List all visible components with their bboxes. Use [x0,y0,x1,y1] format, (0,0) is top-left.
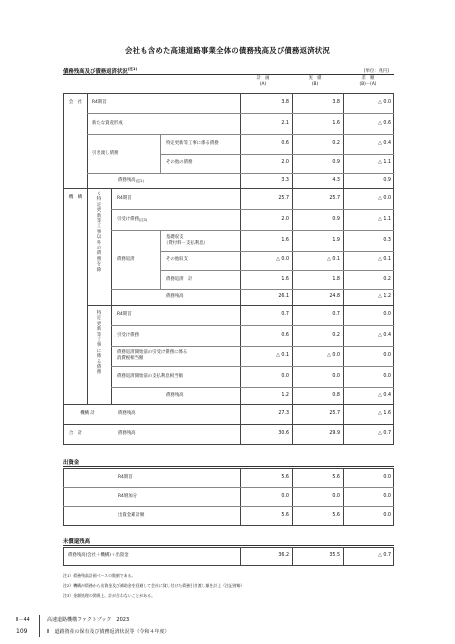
section-title-debt-text: 債務残高及び債務返済状況 [63,69,128,75]
row-label-text: 引受け債務 [117,217,139,222]
row-actual: 0.0 [332,374,340,379]
row-actual: 25.7 [329,411,340,416]
row-plan: △ 0.1 [276,353,289,358]
row-plan: 5.6 [281,475,289,480]
group-kiko: 機 構 [68,195,83,200]
row-diff: 0.0 [383,374,391,379]
row-label: 債務残高 [118,431,136,436]
row-label: R4期首 [117,312,132,317]
header-diff [342,76,394,87]
section-title-unredeemed: 未償還残高 [63,539,90,545]
group-kiko-total: 機構 計 [80,411,95,416]
row-label [117,217,147,223]
group-total: 合 計 [68,431,83,436]
row-diff: △ 0.7 [378,431,391,436]
row-diff: △ 0.0 [378,196,391,201]
row-diff: △ 0.4 [378,141,391,146]
row-diff: △ 1.1 [378,217,391,222]
row-actual: 0.2 [332,141,340,146]
row-diff: △ 0.4 [378,393,391,398]
row-diff: 0.0 [383,353,391,358]
row-diff: △ 1.6 [378,411,391,416]
row-plan: 0.7 [281,312,289,317]
row-actual: 0.8 [332,393,340,398]
kiko-subgroup-2-label: 特定更新等工事に係る債務 [96,311,102,376]
row-actual: 24.8 [329,294,340,299]
row-sublabel: 特定更新等工事に係る債務 [166,141,219,146]
row-label: 債務返済開始前の支払利息相当額 [117,374,183,379]
row-actual: 0.2 [332,333,340,338]
row-diff: △ 0.1 [378,257,391,262]
row-label: R4期首 [92,100,107,105]
row-actual: 0.9 [332,160,340,165]
row-label: 債務残高(会社＋機構)＋出資金 [68,553,129,558]
row-label: 出資金累計額 [118,513,145,518]
row-label: 債務返済 [117,257,135,262]
header-actual [290,76,340,87]
kiko-subgroup-2 [89,311,109,376]
footnote: 注2）機構が債務から出資金及び補助金を回避して会社に貸し付けた債務引き渡し額を計上（注記省略） [63,583,245,588]
row-label: R4期首 [118,475,133,480]
row-plan: △ 0.0 [276,257,289,262]
row-diff: 0.3 [383,238,391,243]
row-diff: 0.9 [383,178,391,183]
header-plan-sub: (A) [259,81,267,87]
row-sublabel: その他収支 [166,257,188,262]
row-actual: 0.7 [332,312,340,317]
row-diff: 0.0 [383,513,391,518]
row-label: 引き渡し債務 [92,151,119,156]
row-label: R4期首 [117,196,132,201]
row-note: (注2) [135,179,144,183]
row-actual: 3.8 [332,100,340,105]
row-plan: 2.0 [281,217,289,222]
row-plan: 0.6 [281,141,289,146]
row-actual: 1.8 [332,277,340,282]
row-actual: 4.3 [332,178,340,183]
row-actual: 35.5 [329,553,340,558]
row-plan: 5.6 [281,513,289,518]
row-label [118,178,144,184]
row-diff: 0.0 [383,494,391,499]
row-sublabel: 基礎収支 [166,235,184,240]
row-plan: 36.2 [278,553,289,558]
row-sublabel: 債務返済 計 [166,277,193,282]
row-diff: 0.2 [383,277,391,282]
row-plan: 30.6 [278,431,289,436]
row-diff: △ 1.2 [378,294,391,299]
row-diff: △ 0.6 [378,121,391,126]
row-diff: 0.0 [383,312,391,317]
row-diff: △ 1.1 [378,160,391,165]
row-actual: 1.6 [332,121,340,126]
row-actual: 0.0 [332,494,340,499]
header-plan-label: 計 画 [256,76,270,81]
row-actual: △ 0.0 [327,353,340,358]
header-plan [238,76,288,87]
row-plan: 1.2 [281,393,289,398]
row-diff: 0.0 [383,475,391,480]
row-actual: 29.9 [329,431,340,436]
row-sublabel-2: （貸付料－支払利息） [164,241,208,246]
row-label: 債務残高 [166,294,184,299]
row-label: 債務残高 [166,393,184,398]
footer-page-number: 109 [16,628,28,635]
row-plan: 25.7 [278,196,289,201]
row-actual: △ 0.1 [327,257,340,262]
row-plan: 1.6 [281,277,289,282]
row-plan: 3.3 [281,178,289,183]
row-diff: △ 0.0 [378,100,391,105]
row-plan: 3.8 [281,100,289,105]
row-actual: 5.6 [332,475,340,480]
row-plan: 26.1 [278,294,289,299]
header-diff-sub: (B)－(A) [359,81,377,87]
footnote: 注3）金額処理の関係上、計が合わないことがある。 [63,593,155,598]
row-plan: 2.1 [281,121,289,126]
row-actual: 0.9 [332,217,340,222]
row-diff: △ 0.4 [378,333,391,338]
section-note: (注1) [127,67,138,71]
row-label: 引受け債務 [117,333,139,338]
row-label: 債務返済開始前の引受け債務に係る [117,350,188,355]
row-sublabel: その他の債務 [166,160,193,165]
footnote: 注1）債務残高計画ベースの数値である。 [63,573,136,578]
row-label: 新たな資産形成 [92,121,123,126]
group-company: 会 社 [68,100,83,105]
kiko-subgroup-1-label: 特定更新等工事以外の債務を除 [96,197,102,273]
row-actual: 1.9 [332,238,340,243]
row-plan: 27.3 [278,411,289,416]
footer-page-ref: Ⅱ－44 [16,617,30,623]
row-label: 債務残高 [118,411,136,416]
row-plan: 0.0 [281,374,289,379]
page-title: 会社も含めた高速道路事業全体の債務残高及び債務返済状況 [125,46,330,55]
row-plan: 2.0 [281,160,289,165]
section-title-capital: 出資金 [63,460,80,466]
row-plan: 1.6 [281,238,289,243]
header-diff-label: 差 額 [361,76,375,81]
kiko-subgroup-1 [89,192,109,273]
row-label: R4増加分 [118,494,138,499]
footer-chapter: Ⅱ 道路資産の保有及び債務返済状況等（令和４年度） [47,629,170,635]
row-actual: 25.7 [329,196,340,201]
row-actual: 5.6 [332,513,340,518]
row-plan: 0.6 [281,333,289,338]
unit-label: [単位：兆円] [364,69,389,74]
row-label-text: 債務残高 [118,178,136,183]
header-actual-label: 実 績 [308,76,322,81]
header-actual-sub: (B) [311,81,319,87]
row-label-2: 消費税相当額 [117,356,144,361]
row-plan: 0.0 [281,494,289,499]
row-note: (注3) [138,218,148,222]
row-diff: △ 0.7 [378,553,391,558]
footer-book-title: 高速道路機構ファクトブック 2023 [47,617,130,623]
kiko-subgroup-1-prefix: く [96,192,102,197]
